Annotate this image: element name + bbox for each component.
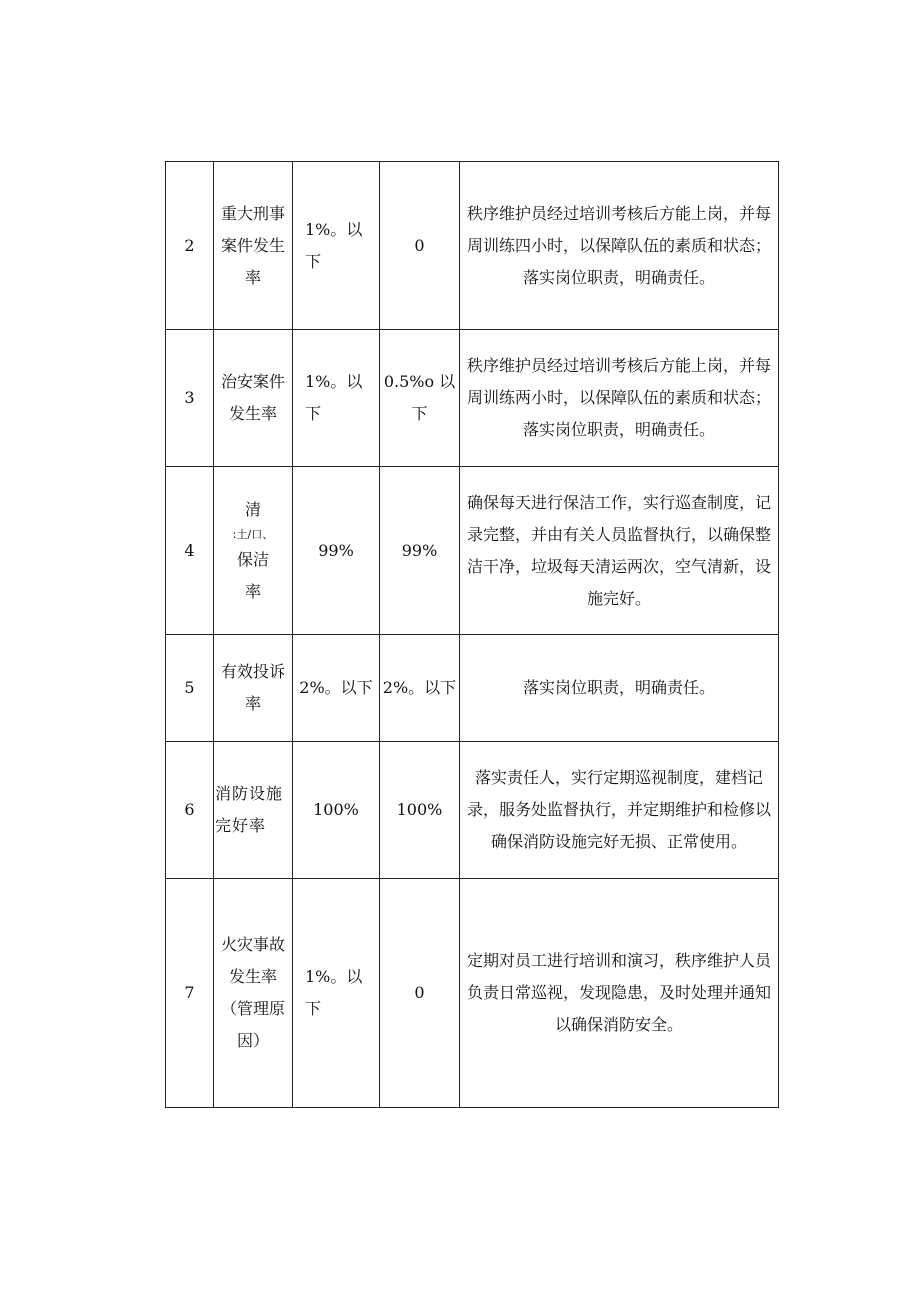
indicator-name-middle: 保洁 bbox=[236, 549, 269, 569]
actual-value: 99% bbox=[380, 467, 460, 635]
indicator-name bbox=[214, 879, 293, 1108]
actual-value bbox=[380, 330, 460, 467]
indicator-name-text: 重大刑事案件发生率 bbox=[220, 203, 285, 287]
row-number: 7 bbox=[166, 879, 214, 1108]
indicator-name-text: 火灾事故发生率（管理原因） bbox=[220, 935, 285, 1050]
standard-value bbox=[293, 879, 380, 1108]
measure-text: 落实岗位职责，明确责任。 bbox=[460, 635, 779, 742]
standard-value-text: 1%。以下 bbox=[305, 219, 363, 271]
standard-value: 99% bbox=[293, 467, 380, 635]
indicator-name-bottom: 率 bbox=[244, 581, 261, 601]
table-row bbox=[166, 879, 779, 1108]
indicator-name-text: 治安案件发生率 bbox=[220, 372, 285, 423]
indicator-name bbox=[214, 742, 293, 879]
standard-value-text: 1%。以下 bbox=[305, 372, 363, 423]
indicator-name-garbled: :土/口、 bbox=[232, 527, 274, 541]
measure-text: 秩序维护员经过培训考核后方能上岗，并每周训练四小时，以保障队伍的素质和状态；落实岗位职责，明确责任。 bbox=[460, 162, 779, 330]
actual-value: 100% bbox=[380, 742, 460, 879]
row-number: 2 bbox=[166, 162, 214, 330]
actual-value: 2%。以下 bbox=[380, 635, 460, 742]
row-number: 6 bbox=[166, 742, 214, 879]
actual-value: 0 bbox=[380, 879, 460, 1108]
standard-value bbox=[293, 330, 380, 467]
row-number: 4 bbox=[166, 467, 214, 635]
table-row bbox=[166, 742, 779, 879]
table-row bbox=[166, 467, 779, 635]
kpi-table bbox=[165, 161, 779, 1108]
measure-text: 落实责任人，实行定期巡视制度，建档记录，服务处监督执行，并定期维护和检修以确保消防设施完好无损、正常使用。 bbox=[460, 742, 779, 879]
measure-text: 定期对员工进行培训和演习，秩序维护人员负责日常巡视，发现隐患，及时处理并通知以确保消防安全。 bbox=[460, 879, 779, 1108]
measure-text: 秩序维护员经过培训考核后方能上岗，并每周训练两小时，以保障队伍的素质和状态；落实岗位职责，明确责任。 bbox=[460, 330, 779, 467]
standard-value bbox=[293, 162, 380, 330]
row-number: 3 bbox=[166, 330, 214, 467]
table-row bbox=[166, 162, 779, 330]
row-number: 5 bbox=[166, 635, 214, 742]
actual-value-text: 0.5%o 以下 bbox=[383, 372, 456, 423]
table-row bbox=[166, 330, 779, 467]
table-row bbox=[166, 635, 779, 742]
indicator-name bbox=[214, 635, 293, 742]
indicator-name-top: 清 bbox=[244, 499, 261, 519]
indicator-name bbox=[214, 467, 293, 635]
standard-value: 100% bbox=[293, 742, 380, 879]
actual-value: 0 bbox=[380, 162, 460, 330]
indicator-name bbox=[214, 162, 293, 330]
indicator-name-text: 有效投诉率 bbox=[220, 662, 285, 713]
standard-value-text: 1%。以下 bbox=[305, 967, 363, 1018]
indicator-name-text: 消防设施完好率 bbox=[215, 784, 284, 835]
indicator-name bbox=[214, 330, 293, 467]
standard-value: 2%。以下 bbox=[293, 635, 380, 742]
measure-text: 确保每天进行保洁工作，实行巡查制度，记录完整，并由有关人员监督执行，以确保整洁干净，垃圾每天清运两次，空气清新，设施完好。 bbox=[460, 467, 779, 635]
